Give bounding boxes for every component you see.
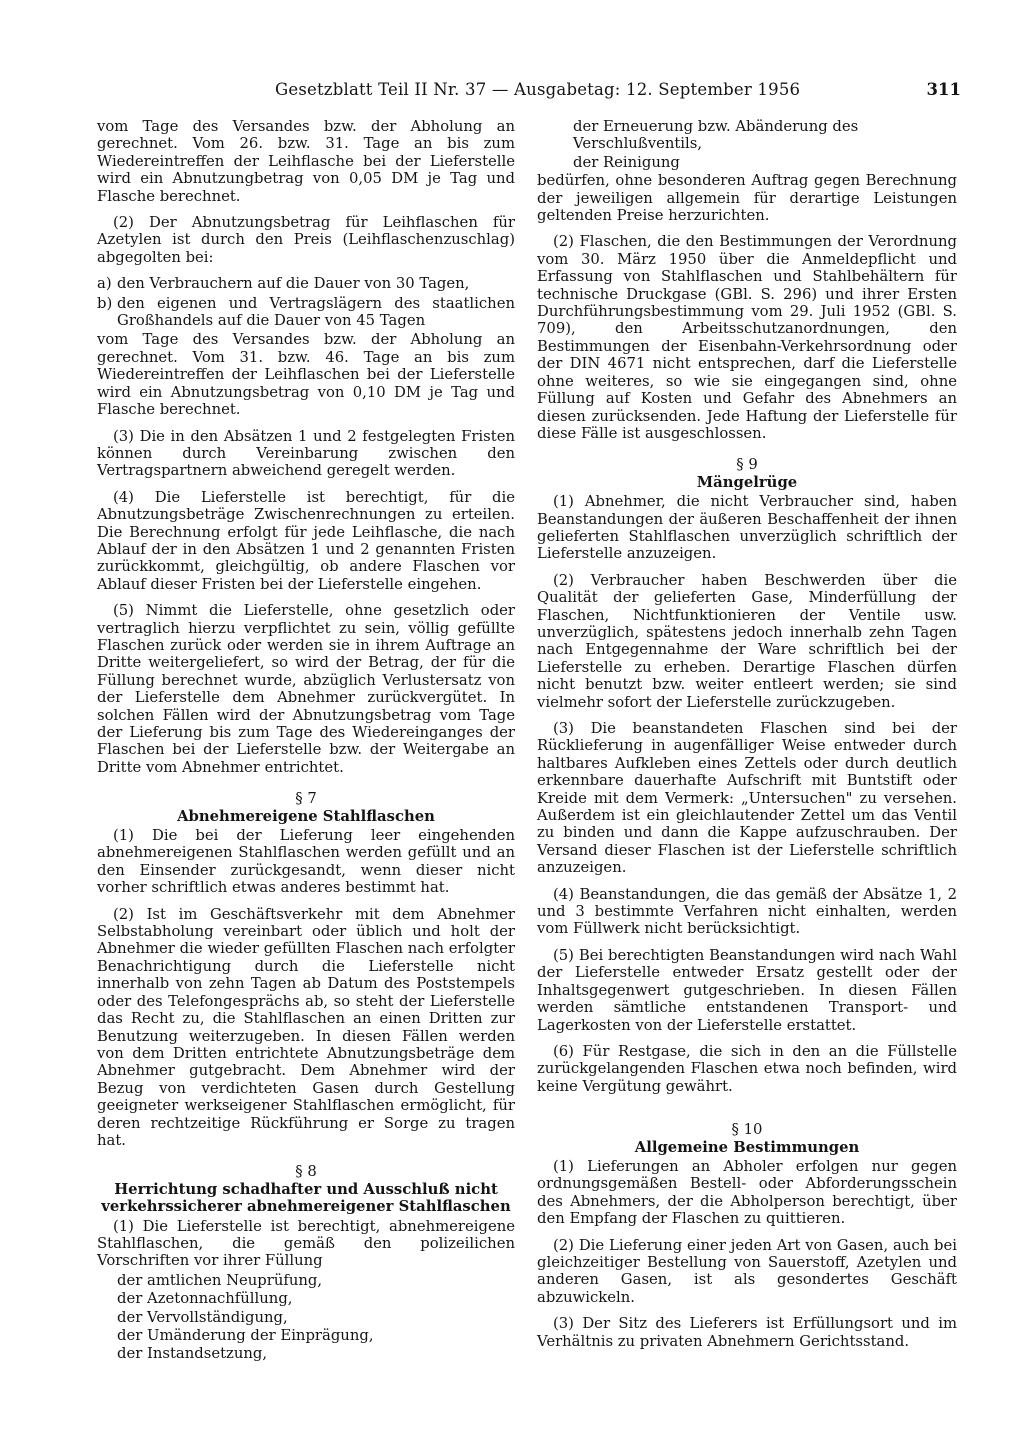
paragraph: vom Tage des Versandes bzw. der Abholung an gerechnet. Vom 26. bzw. 31. Tage an bis zum Wiedereintreffen der Leihflasche bei der Lieferstelle wird ein Abnutzungbetrag von 0,05 DM je Tag und Flasche berechnet. (97, 118, 515, 205)
paragraph: (2) Die Lieferung einer jeden Art von Gasen, auch bei gleichzeitiger Bestellung von Sauerstoff, Azetylen und anderen Gasen, ist als gesondertes Geschäft abzuwickeln. (537, 1236, 957, 1306)
paragraph: (4) Die Lieferstelle ist berechtigt, für die Abnutzungsbeträge Zwischenrechnungen zu erteilen. Die Berechnung erfolgt für jede Leihflasche, die nach Ablauf der in den Absätzen 1 und 2 genannten Fristen zurückkommt, gleichgültig, ob andere Flaschen vor Ablauf dieser Fristen bei der Lieferstelle eingehen. (97, 488, 515, 593)
right-column (537, 118, 957, 1359)
paragraph: (1) Abnehmer, die nicht Verbraucher sind, haben Beanstandungen der äußeren Beschaffenheit der ihnen gelieferten Stahlflaschen unverzüglich schriftlich der Lieferstelle anzuzeigen. (537, 493, 957, 563)
paragraph: bedürfen, ohne besonderen Auftrag gegen Berechnung der jeweiligen allgemein für derartige Leistungen geltenden Preise herzurichten. (537, 172, 957, 225)
paragraph: (5) Nimmt die Lieferstelle, ohne gesetzlich oder vertraglich hierzu verpflichtet zu sein, völlig gefüllte Flaschen zurück oder werden sie in ihrem Auftrage an Dritte weitergeliefert, so wird der Betrag, der für die Füllung berechnet wurde, abzüglich Verlustersatz von der Lieferstelle dem Abnehmer zurückvergütet. In solchen Fällen wird der Abnutzungsbetrag vom Tage der Lieferung bis zum Tage des Wiedereinganges der Flaschen bei der Lieferstelle bzw. der Weitergabe an Dritte vom Abnehmer entrichtet. (97, 602, 515, 776)
list-item: der Azetonnachfüllung, (117, 1290, 293, 1308)
list-item: der Instandsetzung, (117, 1345, 268, 1363)
page-number: 311 (926, 80, 961, 99)
paragraph: (3) Die beanstandeten Flaschen sind bei der Rücklieferung in augenfälliger Weise entweder durch haltbares Aufkleben eines Zettels oder durch deutlich erkennbare dauerhafte Aufschrift mit Buntstift oder Kreide mit dem Vermerk: „Untersuchen" zu versehen. Außerdem ist ein gleichlautender Zettel um das Ventil zu binden und dann die Kappe aufzuschrauben. Der Versand dieser Flaschen ist der Lieferstelle schriftlich anzuzeigen. (537, 720, 957, 877)
page-header (95, 80, 961, 110)
paragraph: (2) Flaschen, die den Bestimmungen der Verordnung vom 30. März 1950 über die Anmeldepflicht und Erfassung von Stahlflaschen und Stahlbehältern für technische Druckgase (GBl. S. 296) und ihrer Ersten Durchführungsbestimmung vom 29. Juli 1952 (GBl. S. 709), den Arbeitsschutzanordnungen, den Bestimmungen der Eisenbahn-Verkehrsordnung oder der DIN 4671 nicht entsprechen, darf die Lieferstelle ohne weiteres, so wie sie eingegangen sind, ohne Füllung auf Kosten und Gefahr des Abnehmers an diesen zurücksenden. Jede Haftung der Lieferstelle für diese Fälle ist ausgeschlossen. (537, 233, 957, 442)
list (97, 275, 515, 329)
paragraph: (6) Für Restgase, die sich in den an die Füllstelle zurückgelangenden Flaschen etwa noch befinden, wird keine Vergütung gewährt. (537, 1042, 957, 1095)
list-item: der amtlichen Neuprüfung, (117, 1271, 323, 1289)
list-item: der Umänderung der Einprägung, (117, 1327, 374, 1344)
section-number: § 9 (736, 456, 758, 474)
indented-list (537, 118, 957, 171)
list-marker: a) (97, 275, 112, 293)
list-item: der Reinigung (573, 153, 680, 171)
paragraph: (5) Bei berechtigten Beanstandungen wird nach Wahl der Lieferstelle entweder Ersatz gestellt oder der Inhaltsgegenwert gutgeschrieben. In diesen Fällen werden sämtliche entstandenen Transport- und Lagerkosten von der Lieferstelle erstattet. (537, 946, 957, 1034)
section-title: Allgemeine Bestimmungen (634, 1138, 860, 1156)
paragraph: (2) Ist im Geschäftsverkehr mit dem Abnehmer Selbstabholung vereinbart oder üblich und holt der Abnehmer die wieder gefüllten Flaschen nach erfolgter Benachrichtigung durch die Lieferstelle nicht innerhalb von zehn Tagen ab Datum des Poststempels oder des Telefongesprächs ab, so steht der Lieferstelle das Recht zu, die Stahlflaschen an einen Dritten zur Benutzung weiterzugeben. In diesen Fällen werden von dem Dritten entrichtete Abnutzungsbeträge dem Abnehmer gutgebracht. Dem Abnehmer wird der Bezug von verdichteten Gasen durch Gestellung geeigneter werkseigener Stahlflaschen ermöglicht, für deren rechtzeitige Rückführung er Sorge zu tragen hat. (97, 905, 515, 1149)
section-title: Mängelrüge (696, 473, 798, 491)
paragraph: (2) Der Abnutzungsbetrag für Leihflaschen für Azetylen ist durch den Preis (Leihflaschenzuschlag) abgegolten bei: (97, 214, 515, 266)
paragraph: (1) Die Lieferstelle ist berechtigt, abnehmereigene Stahlflaschen, die gemäß den polizeilichen Vorschriften vor ihrer Füllung (97, 1217, 515, 1270)
paragraph: vom Tage des Versandes bzw. der Abholung an gerechnet. Vom 31. bzw. 46. Tage an bis zum Wiedereintreffen der Leihflaschen bei der Lieferstelle wird ein Abnutzungsbetrag von 0,10 DM je Tag und Flasche berechnet. (97, 331, 515, 419)
paragraph: (3) Der Sitz des Lieferers ist Erfüllungsort und im Verhältnis zu privaten Abnehmern Gerichtsstand. (537, 1315, 957, 1350)
indented-list (97, 1272, 515, 1363)
list-item-text: den Verbrauchern auf die Dauer von 30 Tagen, (117, 275, 470, 293)
left-column (97, 118, 515, 1364)
list-item: der Erneuerung bzw. Abänderung des Verschlußventils, (573, 118, 859, 153)
paragraph: (1) Die bei der Lieferung leer eingehenden abnehmereigenen Stahlflaschen werden gefüllt und an den Einsender zurückgesandt, wenn dieser nicht vorher schriftlich etwas anderes bestimmt hat. (97, 827, 515, 897)
list-item-text: den eigenen und Vertragslägern des staatlichen Großhandels auf die Dauer von 45 Tagen (117, 294, 515, 330)
section-title: Abnehmereigene Stahlflaschen (177, 807, 435, 825)
paragraph: (4) Beanstandungen, die das gemäß der Absätze 1, 2 und 3 bestimmte Verfahren nicht einhalten, werden vom Füllwerk nicht berücksichtigt. (537, 885, 957, 938)
list-item (97, 295, 515, 330)
list-item (97, 275, 515, 292)
paragraph: (3) Die in den Absätzen 1 und 2 festgelegten Fristen können durch Vereinbarung zwischen den Vertragspartnern abweichend geregelt werden. (97, 427, 515, 480)
header-title: Gesetzblatt Teil II Nr. 37 — Ausgabetag: 12. September 1956 (275, 80, 801, 99)
section-number: § 8 (295, 1163, 317, 1181)
section-number: § 10 (731, 1121, 763, 1139)
section-title: Herrichtung schadhafter und Ausschluß nicht verkehrssicherer abnehmereigener Stahlflaschen (101, 1180, 511, 1216)
list-marker: b) (97, 294, 113, 312)
section-number: § 7 (295, 790, 317, 808)
list-item: der Vervollständigung, (117, 1308, 288, 1326)
paragraph: (1) Lieferungen an Abholer erfolgen nur gegen ordnungsgemäßen Bestell- oder Abforderungsschein des Abnehmers, der die Abholperson berechtigt, über den Empfang der Flaschen zu quittieren. (537, 1157, 957, 1228)
paragraph: (2) Verbraucher haben Beschwerden über die Qualität der gelieferten Gase, Minderfüllung der Flaschen, Nichtfunktionieren der Ventile usw. unverzüglich, spätestens jedoch innerhalb zehn Tagen nach Entgegennahme der Ware schriftlich bei der Lieferstelle zu erheben. Derartige Flaschen dürfen nicht benutzt bzw. weiter entleert werden; sie sind vielmehr sofort der Lieferstelle zurückzugeben. (537, 571, 957, 711)
